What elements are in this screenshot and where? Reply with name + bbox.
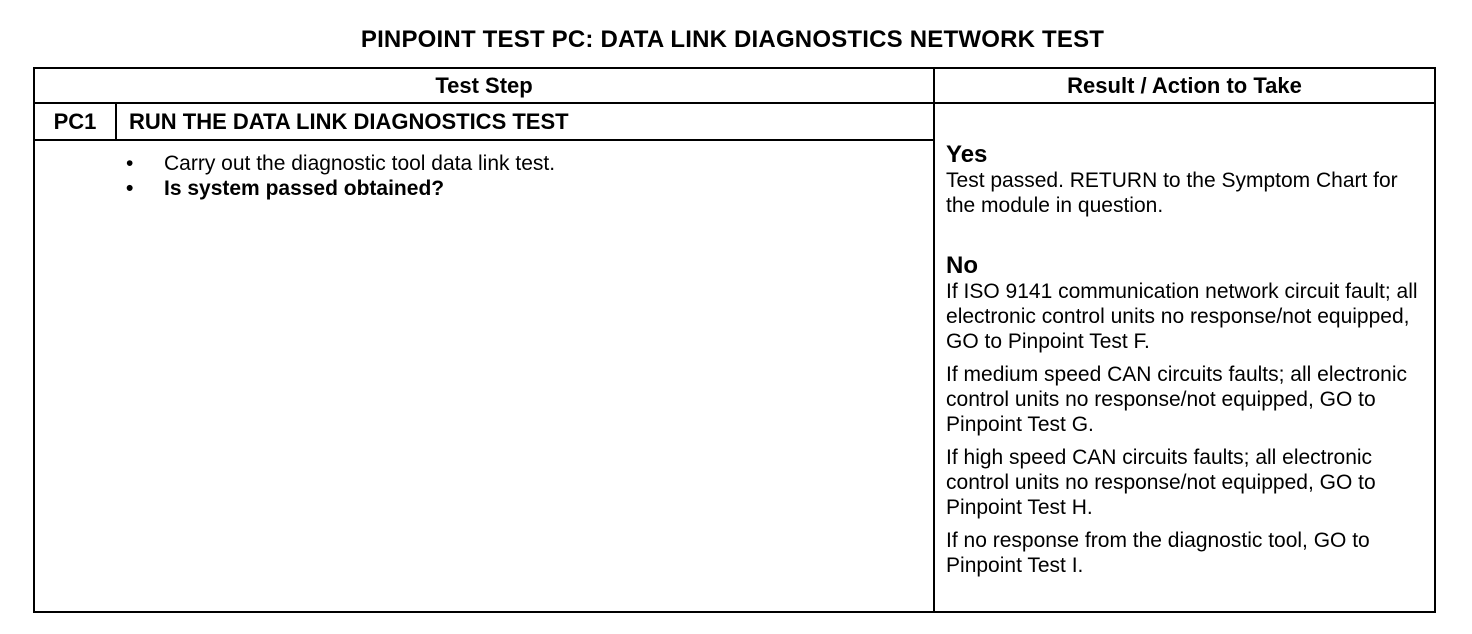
no-action-medium-speed-can: If medium speed CAN circuits faults; all electronic control units no response/not equipped, GO to Pinpoint Test G. [946, 363, 1408, 436]
result-cell [934, 103, 1435, 612]
yes-action: Test passed. RETURN to the Symptom Chart for the module in question. [946, 169, 1398, 217]
list-item [126, 151, 933, 176]
question-text: Is system passed obtained? [164, 177, 445, 200]
list-item [126, 176, 933, 201]
column-header-result: Result / Action to Take [934, 68, 1435, 103]
instruction-text: Carry out the diagnostic tool data link test. [164, 152, 556, 175]
step-title: RUN THE DATA LINK DIAGNOSTICS TEST [116, 103, 934, 140]
header-row [34, 68, 1435, 103]
no-label: No [946, 252, 979, 279]
step-instructions [116, 141, 933, 201]
column-header-test-step: Test Step [34, 68, 934, 103]
no-action-high-speed-can: If high speed CAN circuits faults; all electronic control units no response/not equipped, GO to Pinpoint Test H. [946, 446, 1376, 519]
step-title-row [34, 103, 1435, 140]
no-action-no-response: If no response from the diagnostic tool, GO to Pinpoint Test I. [946, 529, 1370, 577]
step-body-spacer [34, 140, 116, 612]
step-id: PC1 [34, 103, 116, 140]
no-action-iso9141: If ISO 9141 communication network circuit fault; all electronic control units no response/not equipped, GO to Pinpoint Test F. [946, 280, 1418, 353]
bullet-icon: • [126, 152, 134, 175]
pinpoint-test-table [33, 67, 1436, 613]
yes-label: Yes [946, 141, 988, 168]
page-title: PINPOINT TEST PC: DATA LINK DIAGNOSTICS NETWORK TEST [360, 26, 1105, 53]
step-body [116, 140, 934, 612]
bullet-icon: • [126, 177, 134, 200]
